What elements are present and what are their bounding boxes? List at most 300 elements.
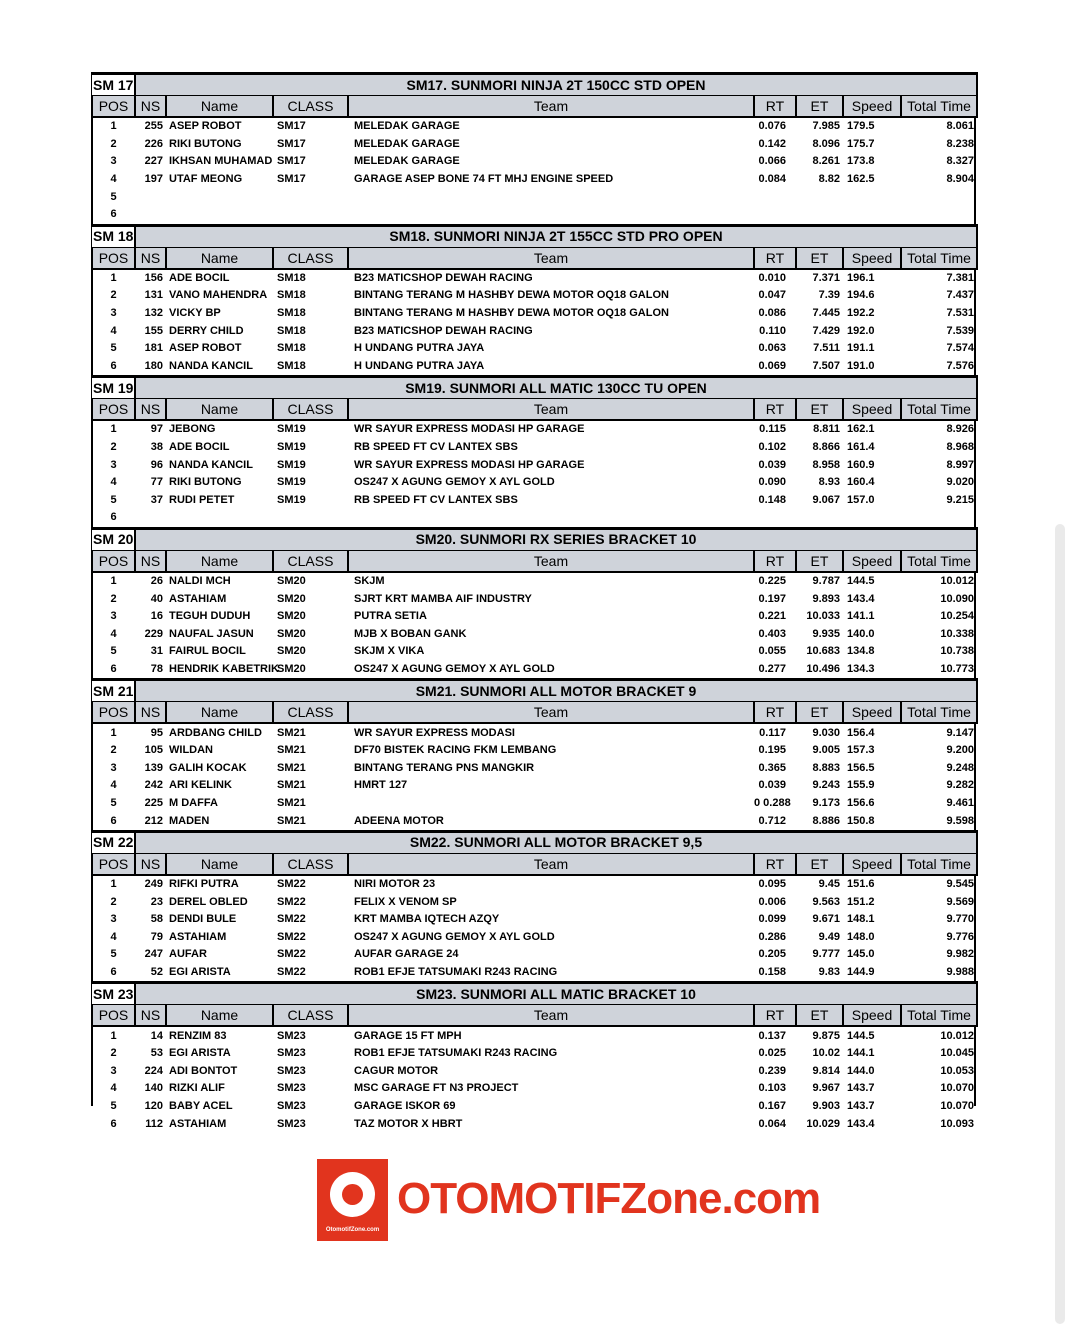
column-header-row [92,1005,977,1027]
cell-name: ASEP ROBOT [169,120,242,133]
cell-cls: SM17 [277,173,306,186]
cell-tt: 9.770 [946,913,974,926]
cell-pos: 2 [110,895,117,908]
cell-cls: SM18 [277,324,306,337]
cell-et: 8.886 [812,814,840,827]
cell-rt: 0.239 [758,1064,786,1077]
cell-cls: SM23 [277,1100,306,1113]
cell-ns: 180 [144,359,163,372]
cell-ns: 249 [144,878,163,891]
cell-pos: 4 [110,779,117,792]
cell-sp: 194.6 [847,289,875,302]
section-title-row [92,528,977,550]
cell-sp: 145.0 [847,948,875,961]
cell-ns: 229 [144,627,163,640]
cell-name: RENZIM 83 [169,1029,227,1042]
header-team: Team [348,702,754,724]
header-ns: NS [135,96,166,118]
header-speed: Speed [843,1005,901,1027]
cell-tt: 9.982 [946,948,974,961]
cell-team [348,795,754,813]
cell-pos: 5 [110,796,117,809]
cell-tt: 7.539 [946,324,974,337]
cell-tt [901,188,977,206]
cell-name: TEGUH DUDUH [169,610,251,623]
result-row [92,188,977,206]
cell-et: 8.866 [812,441,840,454]
cell-et: 9.814 [812,1064,840,1077]
header-class: CLASS [273,96,348,118]
cell-sp: 134.3 [847,662,875,675]
result-row [92,439,977,457]
cell-sp [843,509,901,528]
cell-cls: SM19 [277,493,306,506]
cell-ns: 255 [144,120,163,133]
cell-tt: 10.012 [940,1029,974,1042]
cell-name: DEREL OBLED [169,895,248,908]
cell-et: 9.83 [818,966,840,979]
cell-name [166,206,273,225]
header-ns: NS [135,1005,166,1027]
cell-et: 8.82 [818,173,840,186]
cell-et: 8.096 [812,137,840,150]
cell-sp: 156.5 [847,761,875,774]
header-et: ET [796,550,843,572]
cell-pos: 1 [110,574,117,587]
cell-rt: 0.090 [758,476,786,489]
result-row [92,269,977,288]
cell-cls: SM19 [277,423,306,436]
cell-cls: SM21 [277,761,306,774]
column-header-row [92,247,977,269]
cell-cls: SM23 [277,1047,306,1060]
cell-rt: 0 0.288 [754,796,791,809]
cell-ns: 77 [150,476,163,489]
cell-tt: 9.215 [946,493,974,506]
cell-team: DF70 BISTEK RACING FKM LEMBANG [354,744,557,757]
cell-cls: SM23 [277,1064,306,1077]
cell-team: HMRT 127 [354,779,408,792]
cell-pos: 6 [110,814,117,827]
cell-name: NANDA KANCIL [169,359,253,372]
section-title-row [92,983,977,1005]
cell-rt: 0.047 [758,289,786,302]
cell-ns: 58 [150,913,163,926]
cell-team: OS247 X AGUNG GEMOY X AYL GOLD [354,476,555,489]
cell-pos: 5 [110,493,117,506]
header-rt: RT [754,550,796,572]
cell-cls: SM22 [277,895,306,908]
result-row [92,608,977,626]
cell-team: MSC GARAGE FT N3 PROJECT [354,1082,519,1095]
cell-pos: 1 [110,1029,117,1042]
cell-sp: 175.7 [847,137,875,150]
cell-ns: 52 [150,966,163,979]
header-speed: Speed [843,247,901,269]
cell-name: NANDA KANCIL [169,458,253,471]
cell-sp: 192.2 [847,307,875,320]
cell-rt: 0.110 [759,324,786,337]
cell-ns [135,188,166,206]
cell-name [166,509,273,528]
cell-team: SKJM [354,574,385,587]
cell-cls: SM22 [277,966,306,979]
cell-cls: SM18 [277,359,306,372]
cell-et: 8.811 [813,423,840,436]
result-row [92,305,977,323]
header-pos: POS [92,550,135,572]
cell-pos: 6 [110,511,117,524]
cell-sp: 148.0 [847,930,875,943]
cell-tt: 7.437 [946,289,974,302]
cell-tt: 7.574 [946,342,974,355]
cell-sp: 134.8 [847,645,875,658]
result-row [92,742,977,760]
header-class: CLASS [273,853,348,875]
cell-ns: 156 [144,271,163,284]
cell-name: ARDBANG CHILD [169,726,262,739]
cell-name: RIZKI ALIF [169,1082,225,1095]
cell-team: GARAGE ASEP BONE 74 FT MHJ ENGINE SPEED [354,173,614,186]
header-team: Team [348,247,754,269]
cell-team: BINTANG TERANG PNS MANGKIR [354,761,535,774]
cell-rt: 0.117 [759,726,786,739]
result-row [92,1026,977,1045]
cell-team: B23 MATICSHOP DEWAH RACING [354,324,533,337]
cell-name: WILDAN [169,744,213,757]
header-rt: RT [754,96,796,118]
cell-sp [843,206,901,225]
cell-pos: 5 [110,645,117,658]
cell-rt: 0.286 [758,930,786,943]
cell-name: UTAF MEONG [169,173,243,186]
cell-team: GARAGE 15 FT MPH [354,1029,462,1042]
header-class: CLASS [273,399,348,421]
header-rt: RT [754,247,796,269]
cell-team: ROB1 EFJE TATSUMAKI R243 RACING [354,1047,558,1060]
cell-rt: 0.137 [758,1029,786,1042]
cell-pos: 6 [110,662,117,675]
cell-rt: 0.086 [758,307,786,320]
cell-cls [273,509,348,528]
cell-pos: 3 [110,610,117,623]
cell-rt: 0.712 [758,814,786,827]
header-rt: RT [754,399,796,421]
cell-tt: 9.248 [946,761,974,774]
cell-team: FELIX X VENOM SP [354,895,457,908]
cell-rt [754,206,796,225]
cell-cls: SM23 [277,1029,306,1042]
cell-team [348,188,754,206]
cell-tt [901,509,977,528]
cell-pos: 1 [110,726,117,739]
cell-tt: 10.738 [940,645,974,658]
cell-name: ARI KELINK [169,779,232,792]
header-et: ET [796,96,843,118]
cell-team: WR SAYUR EXPRESS MODASI HP GARAGE [354,423,585,436]
cell-rt: 0.039 [758,458,786,471]
cell-sp: 162.5 [847,173,875,186]
cell-cls: SM20 [277,610,306,623]
cell-cls [273,206,348,225]
cell-tt: 7.531 [946,307,974,320]
section-title: SM23. SUNMORI ALL MATIC BRACKET 10 [135,983,977,1005]
header-total: Total Time [901,853,977,875]
cell-team: MELEDAK GARAGE [354,155,460,168]
result-row [92,1098,977,1116]
cell-name: ASTAHIAM [169,592,227,605]
result-row [92,1063,977,1081]
header-speed: Speed [843,550,901,572]
header-team: Team [348,853,754,875]
cell-rt: 0.039 [758,779,786,792]
cell-cls: SM19 [277,458,306,471]
cell-cls: SM22 [277,913,306,926]
cell-rt: 0.103 [758,1082,786,1095]
header-pos: POS [92,702,135,724]
cell-pos: 6 [110,1117,117,1130]
header-name: Name [166,702,273,724]
cell-et: 9.005 [812,744,840,757]
cell-pos: 2 [110,441,117,454]
cell-pos: 2 [110,744,117,757]
cell-tt: 10.338 [940,627,974,640]
cell-sp: 173.8 [847,155,875,168]
cell-pos: 2 [110,137,117,150]
result-row [92,661,977,680]
cell-ns: 155 [144,324,163,337]
cell-ns: 26 [150,574,163,587]
cell-et: 9.875 [812,1029,840,1042]
cell-tt: 9.282 [946,779,974,792]
cell-tt: 9.569 [946,895,974,908]
header-total: Total Time [901,247,977,269]
cell-pos: 2 [110,592,117,605]
cell-name: ASEP ROBOT [169,342,242,355]
cell-cls: SM18 [277,271,306,284]
cell-pos: 4 [110,173,117,186]
cell-et: 9.787 [812,574,840,587]
cell-et: 10.496 [806,662,840,675]
cell-sp: 151.6 [847,878,875,891]
header-ns: NS [135,399,166,421]
cell-pos: 5 [110,948,117,961]
header-name: Name [166,96,273,118]
cell-sp: 143.7 [847,1100,875,1113]
scrollbar[interactable] [1055,524,1065,1324]
cell-et: 9.903 [812,1100,840,1113]
cell-ns: 95 [150,726,163,739]
section-code: SM 21 [92,680,135,702]
cell-et: 7.371 [812,271,840,284]
cell-ns: 227 [144,155,163,168]
header-ns: NS [135,247,166,269]
cell-et: 9.45 [818,878,840,891]
section-title: SM19. SUNMORI ALL MATIC 130CC TU OPEN [135,377,977,399]
cell-sp: 141.1 [847,610,875,623]
cell-ns: 112 [145,1117,163,1130]
section-code: SM 17 [92,74,135,96]
cell-pos: 6 [110,359,117,372]
cell-tt: 9.020 [946,476,974,489]
section-code: SM 20 [92,528,135,550]
header-pos: POS [92,247,135,269]
header-speed: Speed [843,96,901,118]
cell-sp: 156.4 [847,726,875,739]
otomotifzone-logo [317,1159,821,1241]
section-title: SM20. SUNMORI RX SERIES BRACKET 10 [135,528,977,550]
cell-et: 7.511 [813,342,840,355]
cell-sp: 144.5 [847,574,875,587]
cell-ns: 225 [144,796,163,809]
cell-rt: 0.025 [758,1047,786,1060]
cell-ns: 120 [144,1100,163,1113]
cell-rt: 0.069 [758,359,786,372]
cell-tt [901,206,977,225]
header-ns: NS [135,702,166,724]
cell-ns: 181 [144,342,163,355]
header-name: Name [166,247,273,269]
cell-sp: 157.0 [847,493,875,506]
cell-sp: 143.7 [847,1082,875,1095]
cell-pos: 3 [110,155,117,168]
cell-tt: 10.090 [940,592,974,605]
cell-name: VICKY BP [169,307,221,320]
section-title-row [92,831,977,853]
result-row [92,643,977,661]
cell-sp: 143.4 [847,1117,875,1130]
cell-rt: 0.084 [758,173,786,186]
cell-ns: 97 [150,423,163,436]
cell-ns: 242 [144,779,163,792]
cell-cls: SM21 [277,814,306,827]
cell-sp: 191.1 [847,342,875,355]
header-total: Total Time [901,1005,977,1027]
cell-rt: 0.102 [758,441,786,454]
cell-pos: 3 [110,307,117,320]
cell-team: RB SPEED FT CV LANTEX SBS [354,493,518,506]
cell-cls: SM17 [277,137,306,150]
cell-et: 10.029 [806,1117,840,1130]
cell-name: ADI BONTOT [169,1064,238,1077]
header-team: Team [348,550,754,572]
cell-ns: 197 [144,173,163,186]
cell-sp: 160.4 [847,476,875,489]
cell-rt: 0.205 [758,948,786,961]
result-row [92,946,977,964]
cell-name: IKHSAN MUHAMAD [169,155,273,168]
cell-et: 9.030 [812,726,840,739]
cell-rt: 0.221 [758,610,786,623]
result-row [92,590,977,608]
cell-et: 9.967 [812,1082,840,1095]
cell-rt: 0.099 [758,913,786,926]
section-code: SM 19 [92,377,135,399]
result-row [92,777,977,795]
section-code: SM 23 [92,983,135,1005]
result-row [92,322,977,340]
cell-rt [754,509,796,528]
logo-text: OTOMOTIFZone.com [397,1174,821,1223]
header-rt: RT [754,702,796,724]
cell-tt: 8.238 [946,137,974,150]
cell-cls: SM22 [277,948,306,961]
cell-tt: 8.926 [946,423,974,436]
cell-team: OS247 X AGUNG GEMOY X AYL GOLD [354,662,555,675]
cell-tt: 9.776 [946,930,974,943]
result-row [92,723,977,742]
cell-tt: 9.988 [946,966,974,979]
cell-rt: 0.277 [758,662,786,675]
cell-sp: 150.8 [847,814,875,827]
cell-tt: 8.968 [946,441,974,454]
header-name: Name [166,550,273,572]
header-team: Team [348,1005,754,1027]
cell-et: 9.671 [812,913,840,926]
cell-cls: SM17 [277,120,306,133]
cell-pos: 4 [110,1082,117,1095]
cell-name: ASTAHIAM [169,930,227,943]
cell-ns: 14 [150,1029,163,1042]
cell-rt: 0.403 [758,627,786,640]
cell-team [348,206,754,225]
cell-name: NALDI MCH [169,574,231,587]
header-rt: RT [754,1005,796,1027]
cell-tt: 10.053 [940,1064,974,1077]
section-code: SM 22 [92,831,135,853]
cell-pos: 3 [110,761,117,774]
cell-et: 9.243 [812,779,840,792]
cell-et: 7.507 [812,359,840,372]
cell-team: MELEDAK GARAGE [354,137,460,150]
cell-rt: 0.066 [758,155,786,168]
section-title: SM18. SUNMORI NINJA 2T 155CC STD PRO OPEN [135,225,977,247]
result-row [92,795,977,813]
result-row [92,153,977,171]
cell-et: 8.93 [818,476,840,489]
cell-sp: 148.1 [847,913,875,926]
cell-et: 8.958 [812,458,840,471]
header-total: Total Time [901,702,977,724]
cell-tt: 8.061 [946,120,974,133]
header-ns: NS [135,853,166,875]
section-code: SM 18 [92,225,135,247]
cell-sp: 162.1 [847,423,875,436]
cell-cls: SM21 [277,779,306,792]
cell-name: ADE BOCIL [169,271,230,284]
cell-cls: SM17 [277,155,306,168]
cell-rt: 0.142 [758,137,786,150]
cell-name [166,188,273,206]
header-et: ET [796,399,843,421]
cell-ns: 53 [150,1047,163,1060]
cell-name: NAUFAL JASUN [169,627,254,640]
cell-team: NIRI MOTOR 23 [354,878,436,891]
cell-et: 7.445 [812,307,840,320]
logo-mark-icon: OtomotifZone.com [317,1159,388,1241]
result-row [92,812,977,831]
result-row [92,893,977,911]
cell-ns: 40 [150,592,163,605]
column-header-row [92,702,977,724]
cell-cls: SM20 [277,662,306,675]
result-row [92,1045,977,1063]
header-total: Total Time [901,550,977,572]
cell-team: MELEDAK GARAGE [354,120,460,133]
header-total: Total Time [901,96,977,118]
header-et: ET [796,702,843,724]
cell-ns: 78 [150,662,163,675]
